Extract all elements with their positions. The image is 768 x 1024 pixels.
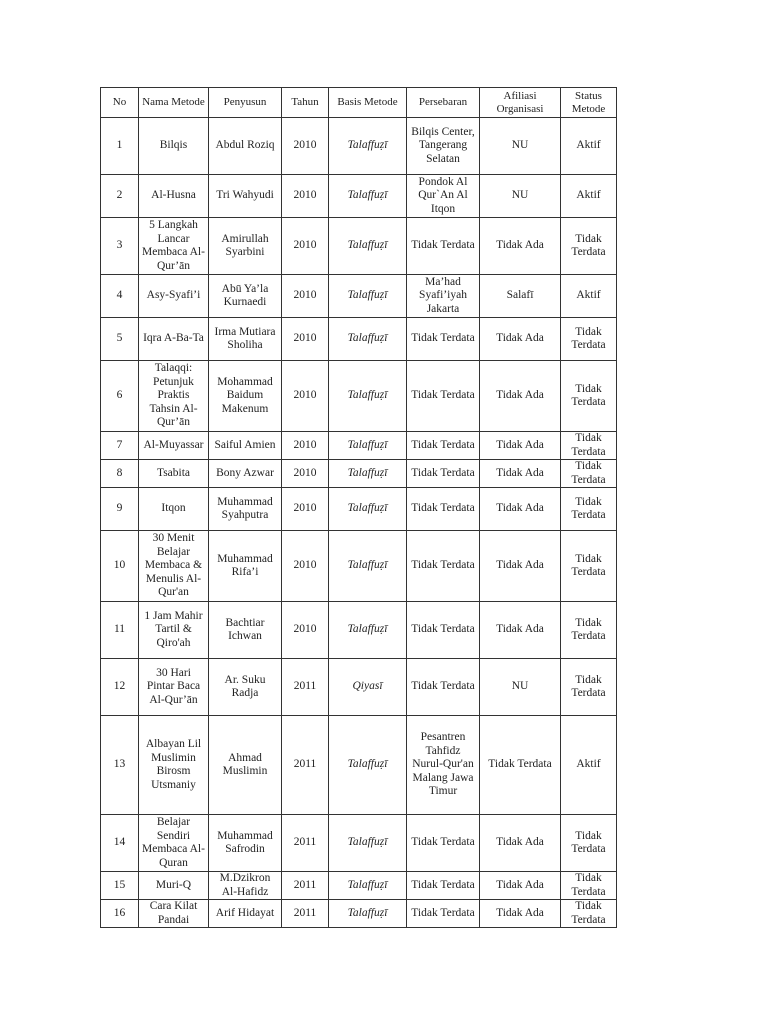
cell-no: 7	[101, 432, 139, 460]
header-penyusun: Penyusun	[209, 88, 282, 118]
table-row	[101, 815, 617, 872]
header-row	[101, 88, 617, 118]
cell-persebaran: Tidak Terdata	[407, 488, 480, 531]
cell-nama-metode: Al-Husna	[139, 175, 209, 218]
cell-no: 12	[101, 659, 139, 716]
cell-persebaran: Tidak Terdata	[407, 432, 480, 460]
cell-no: 16	[101, 900, 139, 928]
cell-nama-metode: 5 Langkah Lancar Membaca Al-Qur’ān	[139, 218, 209, 275]
cell-no: 4	[101, 275, 139, 318]
cell-basis-metode: Talaffuẓī	[329, 432, 407, 460]
header-no: No	[101, 88, 139, 118]
cell-tahun: 2011	[282, 716, 329, 815]
table-row	[101, 432, 617, 460]
cell-no: 8	[101, 460, 139, 488]
header-tahun: Tahun	[282, 88, 329, 118]
cell-penyusun: M.Dzikron Al-Hafidz	[209, 872, 282, 900]
header-status-metode: Status Metode	[561, 88, 617, 118]
table-row	[101, 531, 617, 602]
cell-basis-metode: Talaffuẓī	[329, 460, 407, 488]
cell-tahun: 2011	[282, 872, 329, 900]
cell-no: 9	[101, 488, 139, 531]
cell-tahun: 2010	[282, 218, 329, 275]
cell-persebaran: Ma’had Syafi’iyah Jakarta	[407, 275, 480, 318]
cell-no: 5	[101, 318, 139, 361]
cell-penyusun: Arif Hidayat	[209, 900, 282, 928]
cell-afiliasi-organisasi: NU	[480, 118, 561, 175]
table-row	[101, 872, 617, 900]
cell-penyusun: Saiful Amien	[209, 432, 282, 460]
cell-status-metode: Tidak Terdata	[561, 218, 617, 275]
cell-persebaran: Tidak Terdata	[407, 900, 480, 928]
cell-status-metode: Tidak Terdata	[561, 815, 617, 872]
cell-penyusun: Muhammad Rifa’i	[209, 531, 282, 602]
cell-persebaran: Pondok Al Qur`An Al Itqon	[407, 175, 480, 218]
cell-no: 10	[101, 531, 139, 602]
cell-persebaran: Tidak Terdata	[407, 659, 480, 716]
cell-status-metode: Tidak Terdata	[561, 361, 617, 432]
header-nama-metode: Nama Metode	[139, 88, 209, 118]
cell-afiliasi-organisasi: NU	[480, 175, 561, 218]
cell-basis-metode: Talaffuẓī	[329, 275, 407, 318]
cell-penyusun: Muhammad Safrodin	[209, 815, 282, 872]
cell-basis-metode: Talaffuẓī	[329, 716, 407, 815]
cell-afiliasi-organisasi: Tidak Ada	[480, 460, 561, 488]
cell-persebaran: Tidak Terdata	[407, 318, 480, 361]
cell-tahun: 2010	[282, 432, 329, 460]
cell-status-metode: Aktif	[561, 175, 617, 218]
cell-persebaran: Tidak Terdata	[407, 460, 480, 488]
cell-nama-metode: 30 Menit Belajar Membaca & Menulis Al-Qur'an	[139, 531, 209, 602]
cell-basis-metode: Qiyasī	[329, 659, 407, 716]
cell-penyusun: Ahmad Muslimin	[209, 716, 282, 815]
cell-persebaran: Tidak Terdata	[407, 361, 480, 432]
cell-nama-metode: Cara Kilat Pandai	[139, 900, 209, 928]
table-row	[101, 118, 617, 175]
cell-penyusun: Bony Azwar	[209, 460, 282, 488]
cell-tahun: 2010	[282, 602, 329, 659]
cell-status-metode: Aktif	[561, 275, 617, 318]
cell-penyusun: Abdul Roziq	[209, 118, 282, 175]
cell-afiliasi-organisasi: NU	[480, 659, 561, 716]
cell-status-metode: Aktif	[561, 118, 617, 175]
cell-basis-metode: Talaffuẓī	[329, 872, 407, 900]
cell-afiliasi-organisasi: Salafī	[480, 275, 561, 318]
cell-afiliasi-organisasi: Tidak Ada	[480, 361, 561, 432]
cell-afiliasi-organisasi: Tidak Terdata	[480, 716, 561, 815]
cell-nama-metode: Itqon	[139, 488, 209, 531]
table-row	[101, 460, 617, 488]
cell-basis-metode: Talaffuẓī	[329, 900, 407, 928]
cell-nama-metode: 30 Hari Pintar Baca Al-Qur’ān	[139, 659, 209, 716]
cell-afiliasi-organisasi: Tidak Ada	[480, 432, 561, 460]
cell-nama-metode: Tsabita	[139, 460, 209, 488]
cell-nama-metode: Asy-Syafi’i	[139, 275, 209, 318]
cell-nama-metode: Iqra A-Ba-Ta	[139, 318, 209, 361]
cell-penyusun: Bachtiar Ichwan	[209, 602, 282, 659]
cell-no: 6	[101, 361, 139, 432]
cell-tahun: 2010	[282, 361, 329, 432]
table-row	[101, 361, 617, 432]
header-afiliasi-organisasi: Afiliasi Organisasi	[480, 88, 561, 118]
cell-penyusun: Tri Wahyudi	[209, 175, 282, 218]
cell-no: 13	[101, 716, 139, 815]
cell-basis-metode: Talaffuẓī	[329, 318, 407, 361]
cell-status-metode: Tidak Terdata	[561, 318, 617, 361]
cell-tahun: 2010	[282, 118, 329, 175]
table-row	[101, 900, 617, 928]
cell-penyusun: Amirullah Syarbini	[209, 218, 282, 275]
cell-tahun: 2011	[282, 815, 329, 872]
cell-no: 2	[101, 175, 139, 218]
cell-status-metode: Tidak Terdata	[561, 432, 617, 460]
cell-nama-metode: 1 Jam Mahir Tartil & Qiro'ah	[139, 602, 209, 659]
cell-nama-metode: Talaqqi: Petunjuk Praktis Tahsin Al-Qur’ān	[139, 361, 209, 432]
cell-afiliasi-organisasi: Tidak Ada	[480, 815, 561, 872]
cell-status-metode: Tidak Terdata	[561, 872, 617, 900]
cell-basis-metode: Talaffuẓī	[329, 175, 407, 218]
cell-basis-metode: Talaffuẓī	[329, 602, 407, 659]
cell-status-metode: Tidak Terdata	[561, 900, 617, 928]
header-persebaran: Persebaran	[407, 88, 480, 118]
cell-tahun: 2010	[282, 318, 329, 361]
table-row	[101, 488, 617, 531]
cell-nama-metode: Bilqis	[139, 118, 209, 175]
table-row	[101, 716, 617, 815]
cell-tahun: 2011	[282, 900, 329, 928]
cell-penyusun: Muhammad Syahputra	[209, 488, 282, 531]
cell-basis-metode: Talaffuẓī	[329, 118, 407, 175]
cell-basis-metode: Talaffuẓī	[329, 531, 407, 602]
cell-penyusun: Ar. Suku Radja	[209, 659, 282, 716]
cell-nama-metode: Muri-Q	[139, 872, 209, 900]
cell-status-metode: Tidak Terdata	[561, 659, 617, 716]
cell-afiliasi-organisasi: Tidak Ada	[480, 488, 561, 531]
table-row	[101, 659, 617, 716]
cell-no: 11	[101, 602, 139, 659]
cell-basis-metode: Talaffuẓī	[329, 361, 407, 432]
cell-afiliasi-organisasi: Tidak Ada	[480, 602, 561, 659]
cell-basis-metode: Talaffuẓī	[329, 815, 407, 872]
cell-nama-metode: Belajar Sendiri Membaca Al-Quran	[139, 815, 209, 872]
cell-persebaran: Tidak Terdata	[407, 815, 480, 872]
cell-tahun: 2010	[282, 531, 329, 602]
cell-afiliasi-organisasi: Tidak Ada	[480, 872, 561, 900]
table-row	[101, 275, 617, 318]
methods-table	[100, 87, 617, 928]
cell-basis-metode: Talaffuẓī	[329, 488, 407, 531]
cell-persebaran: Pesantren Tahfidz Nurul-Qur'an Malang Jawa Timur	[407, 716, 480, 815]
cell-no: 3	[101, 218, 139, 275]
cell-nama-metode: Al-Muyassar	[139, 432, 209, 460]
table-row	[101, 218, 617, 275]
cell-no: 15	[101, 872, 139, 900]
cell-tahun: 2010	[282, 275, 329, 318]
table-body	[101, 118, 617, 928]
cell-persebaran: Tidak Terdata	[407, 218, 480, 275]
cell-no: 1	[101, 118, 139, 175]
cell-afiliasi-organisasi: Tidak Ada	[480, 218, 561, 275]
cell-status-metode: Tidak Terdata	[561, 602, 617, 659]
cell-basis-metode: Talaffuẓī	[329, 218, 407, 275]
cell-penyusun: Abū Ya’la Kurnaedi	[209, 275, 282, 318]
cell-no: 14	[101, 815, 139, 872]
table-row	[101, 318, 617, 361]
table-row	[101, 175, 617, 218]
cell-persebaran: Tidak Terdata	[407, 531, 480, 602]
cell-penyusun: Mohammad Baidum Makenum	[209, 361, 282, 432]
cell-penyusun: Irma Mutiara Sholiha	[209, 318, 282, 361]
cell-afiliasi-organisasi: Tidak Ada	[480, 531, 561, 602]
cell-status-metode: Tidak Terdata	[561, 531, 617, 602]
cell-nama-metode: Albayan Lil Muslimin Birosm Utsmaniy	[139, 716, 209, 815]
cell-tahun: 2010	[282, 488, 329, 531]
cell-afiliasi-organisasi: Tidak Ada	[480, 318, 561, 361]
table-row	[101, 602, 617, 659]
cell-persebaran: Tidak Terdata	[407, 872, 480, 900]
header-basis-metode: Basis Metode	[329, 88, 407, 118]
cell-tahun: 2011	[282, 659, 329, 716]
cell-status-metode: Tidak Terdata	[561, 488, 617, 531]
cell-persebaran: Tidak Terdata	[407, 602, 480, 659]
cell-tahun: 2010	[282, 460, 329, 488]
cell-persebaran: Bilqis Center, Tangerang Selatan	[407, 118, 480, 175]
cell-tahun: 2010	[282, 175, 329, 218]
cell-afiliasi-organisasi: Tidak Ada	[480, 900, 561, 928]
cell-status-metode: Tidak Terdata	[561, 460, 617, 488]
cell-status-metode: Aktif	[561, 716, 617, 815]
